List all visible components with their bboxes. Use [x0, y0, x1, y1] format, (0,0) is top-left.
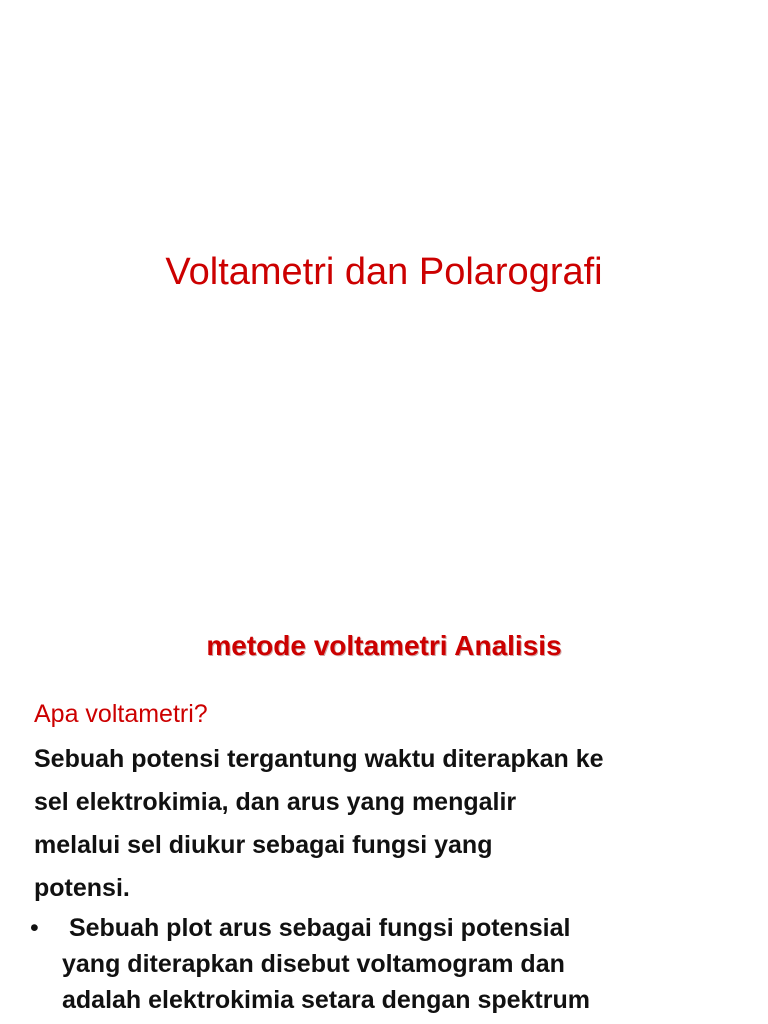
- bullet-icon: •: [30, 914, 39, 942]
- definition-line: sel elektrokimia, dan arus yang mengalir: [34, 788, 517, 816]
- bullet-list: [30, 910, 750, 1018]
- bullet-line: yang diterapkan disebut voltamogram dan: [62, 950, 565, 978]
- definition-paragraph: [34, 738, 744, 910]
- bullet-line: adalah elektrokimia setara dengan spektrum: [62, 986, 590, 1014]
- question-heading: Apa voltametri?: [34, 700, 208, 728]
- bullet-item: [30, 910, 750, 1018]
- bullet-line: Sebuah plot arus sebagai fungsi potensial: [62, 914, 571, 942]
- slide-title: Voltametri dan Polarografi: [165, 251, 603, 293]
- definition-line: potensi.: [34, 874, 130, 902]
- definition-line: melalui sel diukur sebagai fungsi yang: [34, 831, 493, 859]
- section-title: metode voltametri Analisis: [206, 630, 562, 661]
- definition-line: Sebuah potensi tergantung waktu diterapkan ke: [34, 745, 604, 773]
